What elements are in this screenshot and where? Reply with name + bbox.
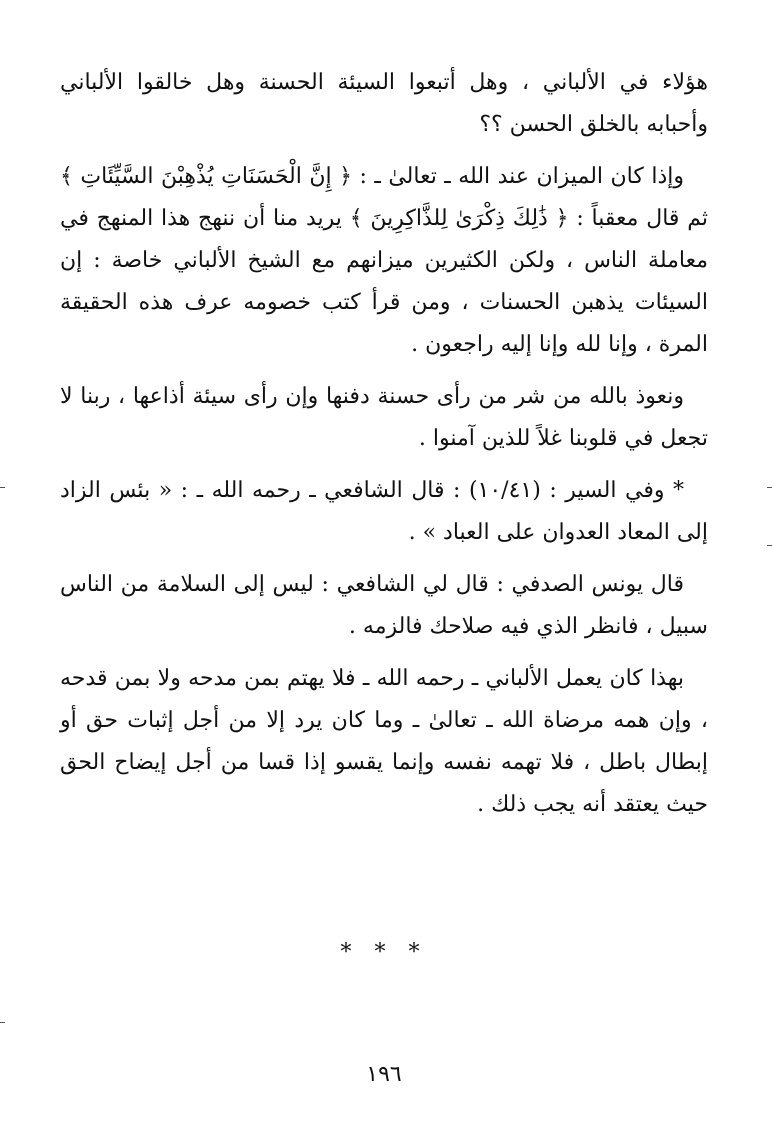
page-body (60, 62, 708, 1122)
paragraph-2: وإذا كان الميزان عند الله ـ تعالىٰ ـ : ﴿ إِنَّ الْحَسَنَاتِ يُذْهِبْنَ السَّيِّئَاتِ ﴾ ثم قال معقباً : ﴿ ذَٰلِكَ ذِكْرَىٰ لِلذَّاكِرِينَ ﴾ يريد منا أن ننهج هذا المنهج في معاملة الناس ، ولكن الكثيرين ميزانهم مع الشيخ الألباني خاصة : إن السيئات يذهبن الحسنات ، ومن قرأ كتب خصومه عرف هذه الحقيقة المرة ، وإنا لله وإنا إليه راجعون . (60, 164, 708, 357)
paragraph-6: بهذا كان يعمل الألباني ـ رحمه الله ـ فلا يهتم بمن مدحه ولا بمن قدحه ، وإن همه مرضاة الله ـ تعالىٰ ـ وما كان يرد إلا من أجل إثبات حق أو إبطال باطل ، فلا تهمه نفسه وإنما يقسو إذا قسا من أجل إيضاح الحق حيث يعتقد أنه يجب ذلك . (60, 666, 708, 817)
margin-tick-left (0, 487, 5, 488)
margin-tick-right (767, 487, 772, 488)
page-number: ١٩٦ (366, 1062, 402, 1087)
paragraph-4: * وفي السير : (١٠/٤١) : قال الشافعي ـ رحمه الله ـ : « بئس الزاد إلى المعاد العدوان على العباد » . (60, 478, 708, 545)
margin-tick-left-bottom (0, 1022, 5, 1023)
margin-tick-right-lower (767, 545, 772, 546)
section-separator: * * * (340, 940, 428, 965)
paragraph-5: قال يونس الصدفي : قال لي الشافعي : ليس إلى السلامة من الناس سبيل ، فانظر الذي فيه صلاحك فالزمه . (60, 572, 708, 639)
paragraph-1: هؤلاء في الألباني ، وهل أتبعوا السيئة الحسنة وهل خالقوا الألباني وأحبابه بالخلق الحسن ؟؟ (60, 70, 708, 137)
paragraph-3: ونعوذ بالله من شر من رأى حسنة دفنها وإن رأى سيئة أذاعها ، ربنا لا تجعل في قلوبنا غلاً للذين آمنوا . (60, 384, 708, 451)
